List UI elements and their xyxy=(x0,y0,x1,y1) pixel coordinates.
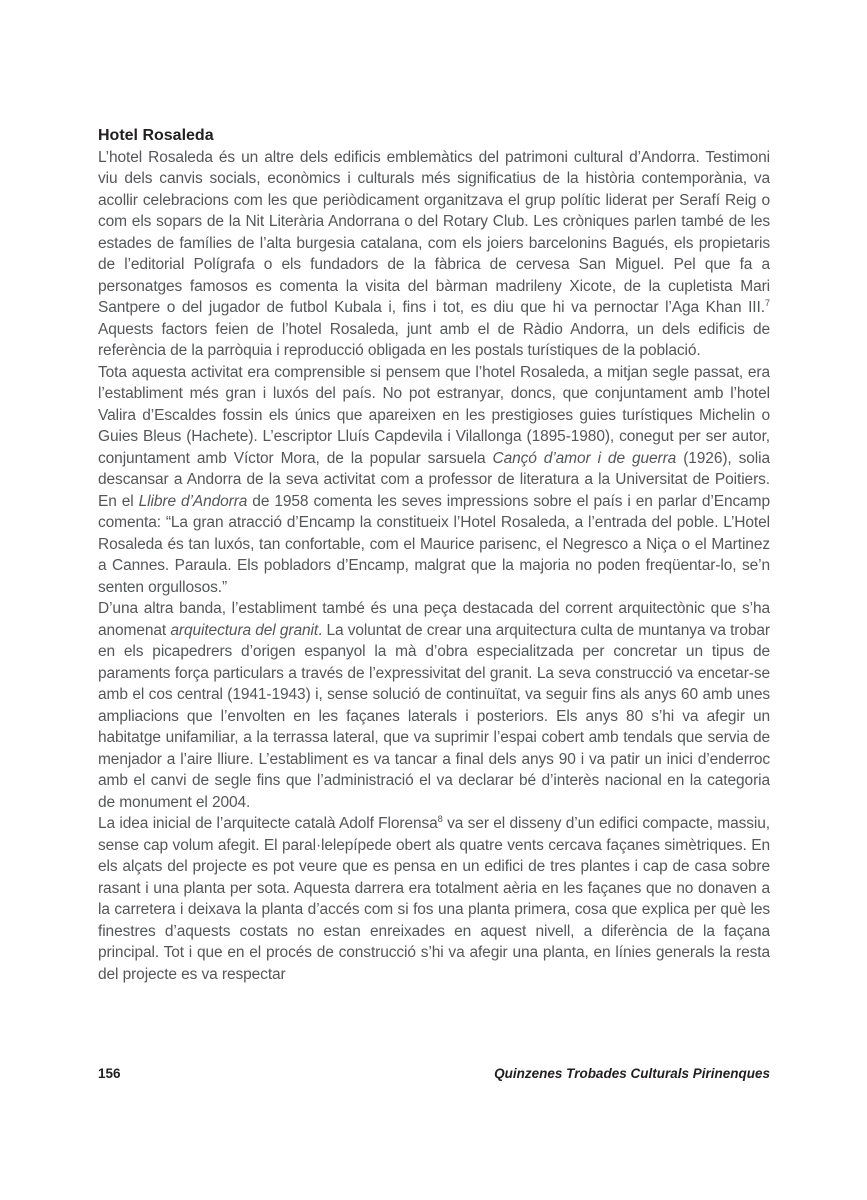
page-footer xyxy=(98,1066,770,1081)
footnote-reference: 7 xyxy=(764,297,770,308)
paragraph xyxy=(98,598,770,813)
paragraph xyxy=(98,813,770,985)
page-number: 156 xyxy=(98,1066,121,1081)
text-run: Tota aquesta activitat era comprensible si pensem que l’hotel Rosaleda, a mitjan segle passat, era l’establiment més gran i luxós del país. No pot estranyar, doncs, que conjuntament amb l’hotel Valira d’Escaldes fossin els únics que apareixen en les prestigioses guies turístiques Michelin o Guies Bleus (Hachete). L’escriptor Lluís Capdevila i Vilallonga (1895-1980), conegut per ser autor, conjuntament amb Víctor Mora, de la popular sarsuela xyxy=(98,363,770,467)
running-title: Quinzenes Trobades Culturals Pirinenques xyxy=(494,1066,770,1081)
text-run: va ser el disseny d’un edifici compacte, massiu, sense cap volum afegit. El paral·lelepípede obert als quatre vents cercava façanes simètriques. En els alçats del projecte es pot veure que es pensa en un edifici de tres plantes i cap de casa sobre rasant i una planta per sota. Aquesta darrera era totalment aèria en les façanes que no donaven a la carretera i deixava la planta d’accés com si fos una planta primera, cosa que explica per què les finestres d’aquests costats no estan enreixades en aquest nivell, a diferència de la façana principal. Tot i que en el procés de construcció s’hi va afegir una planta, en línies generals la resta del projecte es va respectar xyxy=(98,815,770,983)
text-run: arquitectura del granit xyxy=(170,621,319,639)
paragraph xyxy=(98,362,770,599)
text-run: de 1958 comenta les seves impressions sobre el país i en parlar d’Encamp comenta: “La gran atracció d’Encamp la constitueix l’Hotel Rosaleda, a l’entrada del poble. L’Hotel Rosaleda és tan luxós, tan confortable, com el Maurice parisenc, el Negresco a Niça o el Martinez a Cannes. Paraula. Els pobladors d’Encamp, malgrat que la majoria no poden freqüentar-lo, se’n senten orgullosos.” xyxy=(98,492,770,596)
body-paragraphs xyxy=(98,147,770,986)
footnote-reference: 8 xyxy=(437,813,443,824)
text-run: D’una altra banda, l’establiment també és una peça destacada del corrent arquitectònic que s’ha anomenat xyxy=(98,600,770,639)
text-run: . La voluntat de crear una arquitectura culta de muntanya va trobar en els picapedrers d’origen espanyol la mà d’obra especialitzada per concretar un tipus de paraments força particulars a través de l’expressivitat del granit. La seva construcció va encetar-se amb el cos central (1941-1943) i, sense solució de continuïtat, va seguir fins als anys 60 amb unes ampliacions que l’envolten en les façanes laterals i posteriors. Els anys 80 s’hi va afegir un habitatge unifamiliar, a la terrassa lateral, que va suprimir l’espai cobert amb tendals que servia de menjador a l’aire lliure. L’establiment es va tancar a final dels anys 90 i va patir un inici d’enderroc amb el canvi de segle fins que l’administració el va declarar bé d’interès nacional en la categoria de monument el 2004. xyxy=(98,621,770,811)
text-run: L’hotel Rosaleda és un altre dels edificis emblemàtics del patrimoni cultural d’Andorra. Testimoni viu dels canvis socials, econòmics i culturals més significatius de la història contemporània, va acollir celebracions com les que periòdicament organitzava el grup polític liderat per Serafí Reig o com els sopars de la Nit Literària Andorrana o del Rotary Club. Les cròniques parlen també de les estades de famílies de l’alta burgesia catalana, com els joiers barcelonins Bagués, els propietaris de l’editorial Polígrafa o els fundadors de la fàbrica de cervesa San Miguel. Pel que fa a personatges famosos es comenta la visita del bàrman madrileny Xicote, de la cupletista Mari Santpere o del jugador de futbol Kubala i, fins i tot, es diu que hi va pernoctar l’Aga Khan III. xyxy=(98,148,770,316)
text-run: (1926), solia descansar a Andorra de la seva activitat com a professor de literatura a la Universitat de Poitiers. En el xyxy=(98,449,770,510)
text-run: Cançó d’amor i de guerra xyxy=(492,449,677,467)
text-run: Aquests factors feien de l’hotel Rosaleda, junt amb el de Ràdio Andorra, un dels edificis de referència de la parròquia i reproducció obligada en les postals turístiques de la població. xyxy=(98,320,770,359)
paragraph xyxy=(98,147,770,362)
text-block xyxy=(98,125,770,985)
text-run: La idea inicial de l’arquitecte català Adolf Florensa xyxy=(98,815,438,832)
text-run: Llibre d’Andorra xyxy=(138,492,248,510)
section-heading: Hotel Rosaleda xyxy=(98,127,214,144)
